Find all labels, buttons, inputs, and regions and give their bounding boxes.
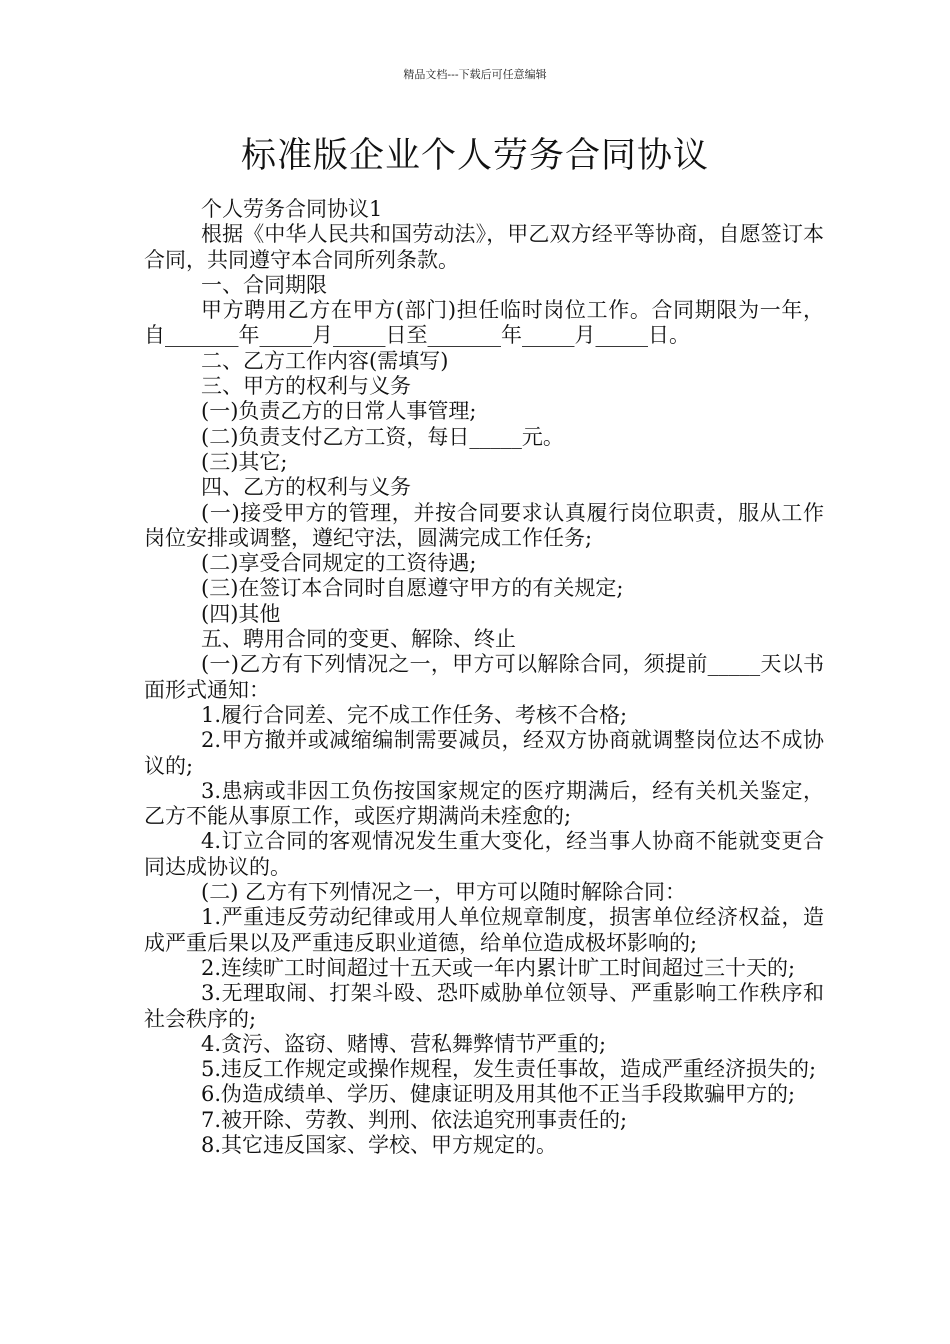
- section-heading: 三、甲方的权利与义务: [201, 374, 411, 399]
- list-item: 4.订立合同的客观情况发生重大变化，经当事人协商不能就变更合同达成协议的。: [144, 829, 824, 879]
- list-item: 5.违反工作规定或操作规程，发生责任事故，造成严重经济损失的;: [201, 1057, 817, 1082]
- list-item: (三)在签订本合同时自愿遵守甲方的有关规定;: [201, 576, 624, 601]
- list-item: (二)享受合同规定的工资待遇;: [201, 551, 477, 576]
- list-item: (三)其它;: [201, 449, 288, 474]
- list-item: 2.连续旷工时间超过十五天或一年内累计旷工时间超过三十天的;: [201, 955, 796, 980]
- list-item: (一)接受甲方的管理，并按合同要求认真履行岗位职责，服从工作岗位安排或调整，遵纪守法，圆满完成工作任务;: [144, 500, 824, 550]
- list-item: (一)乙方有下列情况之一，甲方可以解除合同，须提前_____天以书面形式通知：: [144, 652, 824, 702]
- list-item: 3.患病或非因工负伤按国家规定的医疗期满后，经有关机关鉴定，乙方不能从事原工作，或医疗期满尚未痊愈的;: [144, 778, 824, 829]
- paragraph: 根据《中华人民共和国劳动法》，甲乙双方经平等协商，自愿签订本合同，共同遵守本合同所列条款。: [144, 222, 824, 272]
- list-item: 8.其它违反国家、学校、甲方规定的。: [201, 1132, 558, 1157]
- section-heading: 五、聘用合同的变更、解除、终止: [201, 627, 516, 652]
- list-item: (四)其他: [201, 601, 281, 626]
- section-heading: 四、乙方的权利与义务: [201, 475, 411, 500]
- list-item: (二)负责支付乙方工资，每日_____元。: [201, 424, 564, 449]
- list-item: 1.严重违反劳动纪律或用人单位规章制度，损害单位经济权益，造成严重后果以及严重违反职业道德，给单位造成极坏影响的;: [144, 905, 824, 955]
- list-item: 7.被开除、劳教、判刑、依法追究刑事责任的;: [201, 1107, 628, 1132]
- paragraph: 个人劳务合同协议1: [201, 197, 383, 221]
- document-title: 标准版企业个人劳务合同协议: [240, 136, 709, 176]
- paragraph: 甲方聘用乙方在甲方(部门)担任临时岗位工作。合同期限为一年，自_______年_____月_____日至_______年_____月_____日。: [144, 298, 824, 348]
- list-item: 4.贪污、盗窃、赌博、营私舞弊情节严重的;: [201, 1031, 607, 1056]
- list-item: 2.甲方撤并或减缩编制需要减员，经双方协商就调整岗位达不成协议的;: [144, 728, 824, 778]
- section-heading: 二、乙方工作内容(需填写): [201, 348, 449, 373]
- list-item: 1.履行合同差、完不成工作任务、考核不合格;: [201, 702, 628, 727]
- section-heading: 一、合同期限: [201, 272, 327, 297]
- list-item: 3.无理取闹、打架斗殴、恐吓威胁单位领导、严重影响工作秩序和社会秩序的;: [144, 981, 824, 1031]
- header-note: 精品文档---下载后可任意编辑: [403, 68, 547, 81]
- list-item: 6.伪造成绩单、学历、健康证明及用其他不正当手段欺骗甲方的;: [201, 1082, 796, 1107]
- list-item: (二) 乙方有下列情况之一，甲方可以随时解除合同：: [201, 880, 687, 905]
- document-body: [144, 197, 824, 1158]
- list-item: (一)负责乙方的日常人事管理;: [201, 399, 477, 424]
